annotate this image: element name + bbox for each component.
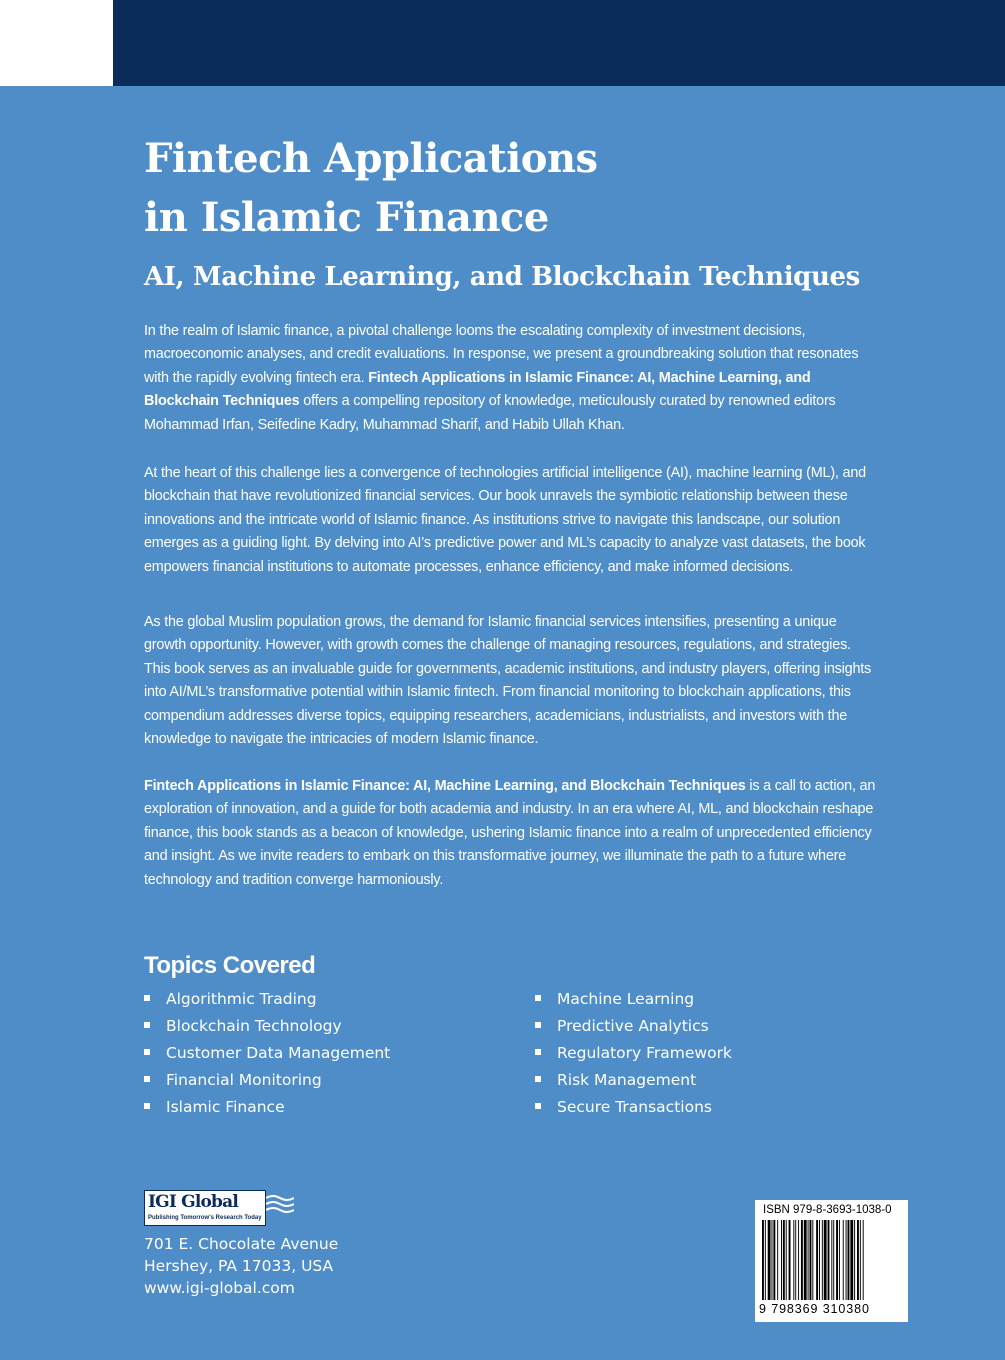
- topic-label: Regulatory Framework: [557, 1044, 732, 1062]
- topics-heading: Topics Covered: [144, 952, 316, 979]
- bullet-icon: [144, 1049, 150, 1055]
- bullet-icon: [144, 1076, 150, 1082]
- topic-label: Financial Monitoring: [166, 1071, 322, 1089]
- publisher-address-line1: 701 E. Chocolate Avenue: [144, 1235, 339, 1253]
- topic-item: [144, 1067, 390, 1094]
- bullet-icon: [535, 1076, 541, 1082]
- bullet-icon: [144, 1022, 150, 1028]
- paragraph-text: offers a compelling repository of knowledge, meticulously curated by renowned editors Mohammad Irfan, Seifedine Kadry, Muhammad Sharif, and Habib Ullah Khan.: [144, 393, 836, 433]
- bullet-icon: [535, 1049, 541, 1055]
- topic-label: Islamic Finance: [166, 1098, 285, 1116]
- topic-item: [535, 1067, 732, 1094]
- barcode-digits: 9 798369 310380: [759, 1302, 870, 1316]
- topic-item: [144, 1094, 390, 1121]
- book-subtitle: AI, Machine Learning, and Blockchain Techniques: [144, 262, 860, 292]
- barcode-icon: [761, 1220, 902, 1302]
- isbn-barcode: [755, 1200, 908, 1322]
- description-paragraph-1: [144, 320, 879, 437]
- description-paragraph-4: [144, 775, 879, 892]
- topic-label: Risk Management: [557, 1071, 697, 1089]
- publisher-website: www.igi-global.com: [144, 1279, 295, 1297]
- topic-label: Algorithmic Trading: [166, 990, 317, 1008]
- bullet-icon: [535, 1022, 541, 1028]
- paragraph-text: In the realm of Islamic finance, a pivotal challenge looms the escalating complexity of investment decisions, macroeconomic analyses, and credit evaluations. In response, we present a groundbreaking solution that resonates with the rapidly evolving fintech era.: [144, 323, 859, 386]
- paragraph-bold-title: Fintech Applications in Islamic Finance: AI, Machine Learning, and Blockchain Techniques: [144, 369, 811, 410]
- topic-label: Blockchain Technology: [166, 1017, 342, 1035]
- topics-list-right: [535, 986, 732, 1121]
- isbn-label: ISBN 979-8-3693-1038-0: [763, 1204, 892, 1216]
- publisher-logo: [144, 1190, 266, 1226]
- top-band: [113, 0, 1005, 86]
- bullet-icon: [144, 995, 150, 1001]
- paragraph-text: is a call to action, an exploration of innovation, and a guide for both academia and industry. In an era where AI, ML, and blockchain reshape finance, this book stands as a beacon of knowledge, ushering Islamic finance into a realm of unprecedented efficiency and insight. As we invite readers to embark on this transformative journey, we illuminate the path to a future where technology and tradition converge harmoniously.: [144, 778, 876, 888]
- topic-label: Machine Learning: [557, 990, 695, 1008]
- topic-item: [535, 1013, 732, 1040]
- topics-list-left: [144, 986, 390, 1121]
- book-title-line1: Fintech Applications: [144, 135, 598, 182]
- topic-item: [144, 1040, 390, 1067]
- topic-label: Secure Transactions: [557, 1098, 712, 1116]
- description-paragraph-3: As the global Muslim population grows, the demand for Islamic financial services intensifies, presenting a unique growth opportunity. However, with growth comes the challenge of managing resources, regulations, and strategies. This book serves as an invaluable guide for governments, academic institutions, and industry players, offering insights into AI/ML’s transformative potential within Islamic fintech. From financial monitoring to blockchain applications, this compendium addresses diverse topics, equipping researchers, academicians, industrialists, and investors with the knowledge to navigate the intricacies of modern Islamic finance.: [144, 614, 872, 748]
- bullet-icon: [144, 1103, 150, 1109]
- bullet-icon: [535, 995, 541, 1001]
- paragraph-bold-title: Fintech Applications in Islamic Finance: AI, Machine Learning, and Blockchain Techniques: [144, 778, 746, 794]
- topic-item: [144, 986, 390, 1013]
- topic-label: Predictive Analytics: [557, 1017, 709, 1035]
- bullet-icon: [535, 1103, 541, 1109]
- publisher-address-line2: Hershey, PA 17033, USA: [144, 1257, 334, 1275]
- topic-label: Customer Data Management: [166, 1044, 391, 1062]
- white-margin-strip: [0, 0, 113, 86]
- topic-item: [535, 1040, 732, 1067]
- logo-name: IGI Global: [148, 1192, 239, 1212]
- topic-item: [144, 1013, 390, 1040]
- topic-item: [535, 986, 732, 1013]
- logo-waves-icon: [266, 1194, 294, 1216]
- book-title-line2: in Islamic Finance: [144, 194, 549, 241]
- topic-item: [535, 1094, 732, 1121]
- description-paragraph-2: At the heart of this challenge lies a convergence of technologies artificial intelligence (AI), machine learning (ML), and blockchain that have revolutionized financial services. Our book unravels the symbiotic relationship between these innovations and the intricate world of Islamic finance. As institutions strive to navigate this landscape, our solution emerges as a guiding light. By delving into AI’s predictive power and ML’s capacity to analyze vast datasets, the book empowers financial institutions to automate processes, enhance efficiency, and make informed decisions.: [144, 465, 866, 575]
- logo-tagline: Publishing Tomorrow's Research Today: [148, 1215, 262, 1221]
